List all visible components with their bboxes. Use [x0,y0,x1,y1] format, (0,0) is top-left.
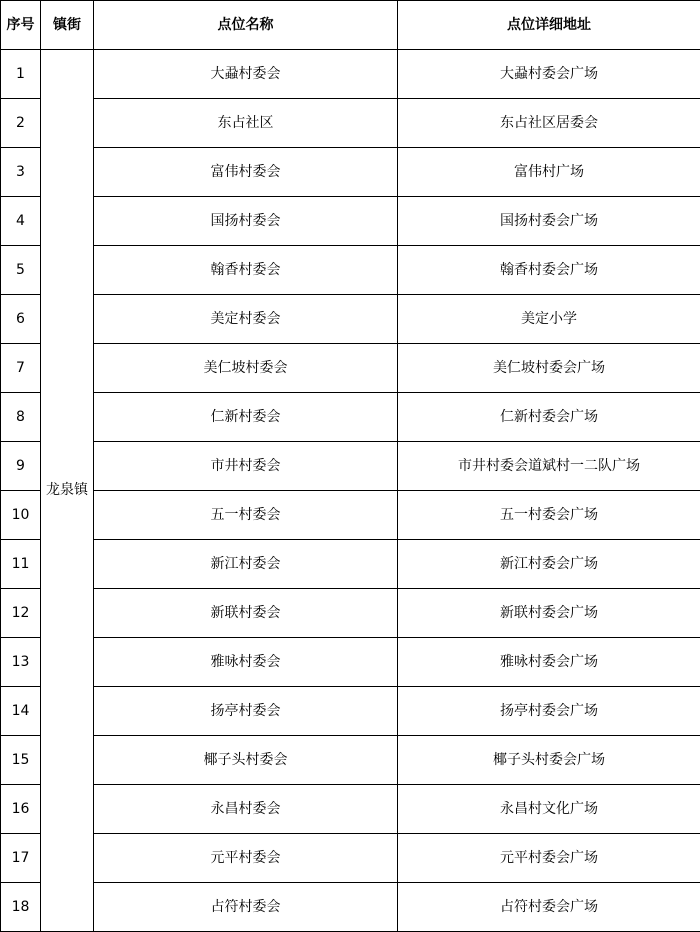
row-location-address: 大蝨村委会广场 [398,50,700,99]
row-location-address: 仁新村委会广场 [398,393,700,442]
row-location-name: 国扬村委会 [94,197,398,246]
row-index: 7 [1,344,41,393]
table-row [1,295,700,344]
row-location-address: 雅咏村委会广场 [398,638,700,687]
table-row [1,589,700,638]
row-index: 8 [1,393,41,442]
table-row [1,540,700,589]
row-location-address: 元平村委会广场 [398,834,700,883]
row-index: 17 [1,834,41,883]
row-index: 14 [1,687,41,736]
row-location-address: 椰子头村委会广场 [398,736,700,785]
header-town: 镇街 [41,1,94,50]
table-row [1,785,700,834]
row-location-address: 扬亭村委会广场 [398,687,700,736]
row-location-address: 翰香村委会广场 [398,246,700,295]
table-row [1,442,700,491]
table-row [1,197,700,246]
row-location-name: 五一村委会 [94,491,398,540]
header-index: 序号 [1,1,41,50]
row-location-address: 富伟村广场 [398,148,700,197]
row-index: 16 [1,785,41,834]
row-index: 9 [1,442,41,491]
table-row [1,344,700,393]
row-index: 3 [1,148,41,197]
row-location-address: 新联村委会广场 [398,589,700,638]
row-location-address: 五一村委会广场 [398,491,700,540]
row-location-address: 国扬村委会广场 [398,197,700,246]
table-row [1,736,700,785]
row-location-name: 新江村委会 [94,540,398,589]
header-name: 点位名称 [94,1,398,50]
table-row [1,687,700,736]
header-row [1,1,700,50]
table-row [1,99,700,148]
town-cell: 龙泉镇 [41,50,94,932]
table-row [1,491,700,540]
row-location-address: 美定小学 [398,295,700,344]
row-index: 5 [1,246,41,295]
row-location-name: 雅咏村委会 [94,638,398,687]
row-index: 11 [1,540,41,589]
row-location-name: 占符村委会 [94,883,398,932]
row-location-name: 永昌村委会 [94,785,398,834]
table-row [1,393,700,442]
row-location-address: 美仁坡村委会广场 [398,344,700,393]
row-location-address: 占符村委会广场 [398,883,700,932]
row-location-name: 东占社区 [94,99,398,148]
row-location-name: 大蝨村委会 [94,50,398,99]
table-row [1,834,700,883]
table-row [1,638,700,687]
table-row [1,883,700,932]
row-index: 18 [1,883,41,932]
table-row [1,50,700,99]
row-location-name: 仁新村委会 [94,393,398,442]
row-location-name: 富伟村委会 [94,148,398,197]
table-body [1,50,700,932]
row-location-name: 扬亭村委会 [94,687,398,736]
row-index: 2 [1,99,41,148]
row-index: 15 [1,736,41,785]
row-location-name: 美定村委会 [94,295,398,344]
row-location-name: 美仁坡村委会 [94,344,398,393]
row-location-name: 元平村委会 [94,834,398,883]
row-location-name: 市井村委会 [94,442,398,491]
row-location-address: 永昌村文化广场 [398,785,700,834]
row-location-address: 新江村委会广场 [398,540,700,589]
row-index: 4 [1,197,41,246]
row-index: 12 [1,589,41,638]
table-row [1,148,700,197]
row-index: 13 [1,638,41,687]
row-location-name: 新联村委会 [94,589,398,638]
row-location-address: 市井村委会道斌村一二队广场 [398,442,700,491]
table-row [1,246,700,295]
row-index: 1 [1,50,41,99]
header-address: 点位详细地址 [398,1,700,50]
row-location-name: 翰香村委会 [94,246,398,295]
row-index: 6 [1,295,41,344]
row-location-name: 椰子头村委会 [94,736,398,785]
row-index: 10 [1,491,41,540]
row-location-address: 东占社区居委会 [398,99,700,148]
